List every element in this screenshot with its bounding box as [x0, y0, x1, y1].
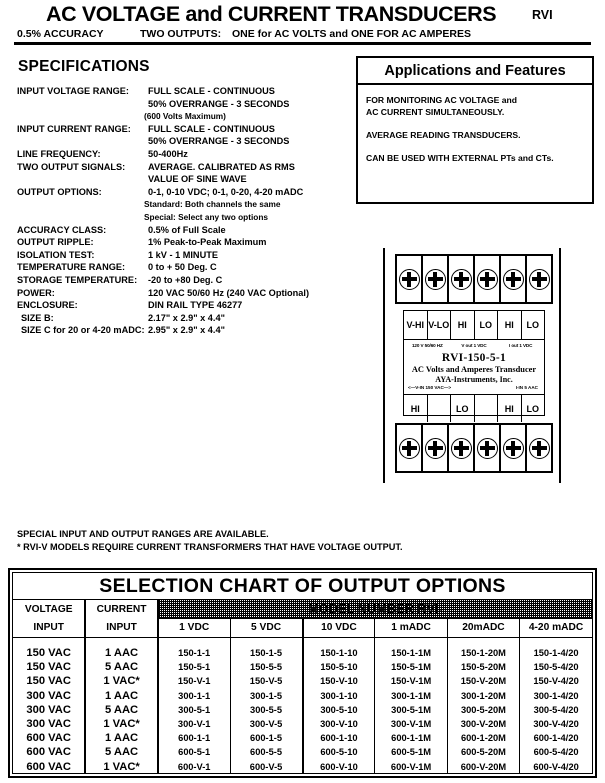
cell-model-number: 150-5-4/20 — [533, 662, 579, 673]
spec-value: 50% OVERRANGE - 3 SECONDS — [148, 98, 290, 109]
selection-chart-title: SELECTION CHART OF OUTPUT OPTIONS — [99, 574, 506, 597]
screw-terminal-icon — [503, 438, 524, 459]
table-row — [13, 646, 592, 660]
table-row — [13, 745, 592, 759]
cell-current-input: 1 AAC — [85, 689, 157, 703]
terminal-label: LO — [526, 320, 539, 330]
spec-value: (600 Volts Maximum) — [144, 111, 226, 122]
spec-row — [17, 225, 347, 238]
terminal-cell — [475, 425, 501, 471]
cell-model-number: 600-5-4/20 — [533, 747, 579, 758]
selection-chart — [8, 568, 597, 778]
terminal-cell — [501, 256, 527, 302]
cell-model-number: 300-1-10 — [303, 689, 375, 703]
page-title: AC VOLTAGE and CURRENT TRANSDUCERS — [46, 2, 497, 26]
header-current-input-sub: INPUT — [85, 618, 157, 637]
applications-box — [356, 56, 594, 204]
notes-section — [17, 528, 403, 554]
header-output-column: 4-20 mADC — [520, 618, 592, 637]
device-label-panel — [403, 310, 545, 416]
screw-terminal-icon — [529, 269, 550, 290]
cell-model-number: 600-V-10 — [303, 760, 375, 774]
cell-model-number: 600-V-1 — [158, 760, 230, 774]
terminal-label: HI — [498, 395, 522, 422]
header-voltage-input: VOLTAGE — [13, 600, 85, 618]
terminal-cell — [501, 425, 527, 471]
cell-model-number: 600-5-10 — [303, 745, 375, 759]
screw-terminal-icon — [451, 438, 472, 459]
applications-spacer — [366, 141, 592, 152]
table-row — [13, 703, 592, 717]
spec-label: ENCLOSURE: — [17, 300, 78, 311]
cell-model-number: 150-1-1M — [375, 646, 447, 660]
spec-label: TEMPERATURE RANGE: — [17, 262, 126, 273]
cell-model-number: 150-V-10 — [303, 674, 375, 688]
screw-terminal-icon — [399, 269, 420, 290]
screw-terminal-icon — [503, 269, 524, 290]
spec-value: 2.17" x 2.9" x 4.4" — [148, 312, 225, 323]
terminal-cell — [423, 256, 449, 302]
applications-body — [358, 85, 592, 164]
table-row — [13, 660, 592, 674]
outputs-description: ONE for AC VOLTS and ONE FOR AC AMPERES — [232, 28, 471, 40]
table-row — [13, 689, 592, 703]
applications-line: AC CURRENT SIMULTANEOUSLY. — [366, 107, 505, 117]
terminal-cell — [397, 425, 423, 471]
screw-terminal-icon — [477, 269, 498, 290]
cell-model-number: 150-5-1M — [375, 660, 447, 674]
cell-model-number: 300-V-1M — [375, 717, 447, 731]
cell-voltage-input: 150 VAC — [13, 674, 85, 688]
cell-model-number: 150-V-1M — [375, 674, 447, 688]
applications-header — [358, 58, 592, 85]
cell-model-number: 600-V-5 — [230, 760, 302, 774]
cell-model-number: 600-1-4/20 — [533, 733, 579, 744]
current-input-annotation: I-IN 5 AAC — [515, 385, 538, 390]
spec-label: ISOLATION TEST: — [17, 249, 95, 260]
header-divider — [14, 42, 591, 45]
cell-model-number: 600-V-20M — [447, 760, 519, 774]
spec-row — [17, 250, 347, 263]
product-code: RVI — [532, 8, 553, 22]
terminal-label — [475, 395, 499, 422]
terminal-label: LO — [475, 311, 499, 339]
terminal-label: HI — [404, 395, 428, 422]
input-range-annotations — [404, 385, 544, 395]
spec-row — [17, 237, 347, 250]
applications-line: AVERAGE READING TRANSDUCERS. — [366, 130, 521, 140]
terminal-cell — [423, 425, 449, 471]
top-terminal-labels — [404, 311, 544, 339]
cell-model-number: 150-1-1 — [158, 646, 230, 660]
device-company-name: AYA-Instruments, Inc. — [435, 375, 513, 384]
table-separator-cell — [447, 637, 519, 646]
cell-current-input: 1 AAC — [85, 646, 157, 660]
cell-model-number: 300-1-20M — [447, 689, 519, 703]
terminal-label: HI — [451, 311, 475, 339]
table-row — [13, 731, 592, 745]
cell-current-input: 5 AAC — [85, 703, 157, 717]
spec-row — [17, 124, 347, 137]
cell-model-number: 300-1-5 — [230, 689, 302, 703]
cell-model-number: 600-5-1 — [158, 745, 230, 759]
spec-row — [17, 149, 347, 162]
screw-terminal-icon — [425, 438, 446, 459]
cell-model-number: 150-1-4/20 — [533, 648, 579, 659]
table-separator-cell — [520, 637, 592, 646]
header-output-column: 5 VDC — [230, 618, 302, 637]
cell-model-number: 600-1-1M — [375, 731, 447, 745]
screw-terminal-icon — [425, 269, 446, 290]
spec-value: 0 to + 50 Deg. C — [148, 262, 217, 273]
cell-model-number: 600-5-5 — [230, 745, 302, 759]
terminal-sub-label: I out 1 VDC — [508, 342, 533, 348]
table-header-row-2 — [13, 618, 592, 637]
cell-model-number: 600-5-1M — [375, 745, 447, 759]
spec-label: ACCURACY CLASS: — [17, 224, 107, 235]
spec-value: 0-1, 0-10 VDC; 0-1, 0-20, 4-20 mADC — [148, 186, 304, 197]
spec-value: AVERAGE. CALIBRATED AS RMS — [148, 161, 295, 172]
cell-model-number: 300-1-1 — [158, 689, 230, 703]
table-header-row-1 — [13, 600, 592, 618]
spec-row — [17, 86, 347, 99]
bottom-terminal-labels — [404, 395, 544, 422]
terminal-label — [428, 395, 452, 422]
top-terminal-block — [395, 254, 553, 304]
terminal-label: V-LO — [428, 311, 452, 339]
selection-chart-table — [13, 600, 592, 774]
terminal-cell — [449, 256, 475, 302]
cell-model-number: 600-5-20M — [447, 745, 519, 759]
spec-label: INPUT VOLTAGE RANGE: — [17, 86, 129, 96]
screw-terminal-icon — [399, 438, 420, 459]
accuracy-label: 0.5% ACCURACY — [17, 28, 104, 40]
screw-terminal-icon — [451, 269, 472, 290]
cell-model-number: 600-V-4/20 — [533, 761, 579, 772]
cell-model-number: 600-1-10 — [303, 731, 375, 745]
cell-current-input: 5 AAC — [85, 660, 157, 674]
spec-value: 120 VAC 50/60 Hz (240 VAC Optional) — [148, 287, 309, 298]
terminal-sub-label: V out 1 VDC — [461, 342, 487, 348]
spec-value: 0.5% of Full Scale — [148, 224, 226, 235]
header-model-number — [158, 600, 592, 618]
terminal-cell — [527, 425, 551, 471]
cell-model-number: 150-1-5 — [230, 646, 302, 660]
cell-model-number: 150-V-5 — [230, 674, 302, 688]
cell-model-number: 150-1-20M — [447, 646, 519, 660]
cell-model-number: 300-5-20M — [447, 703, 519, 717]
cell-voltage-input: 300 VAC — [13, 689, 85, 703]
specifications-heading: SPECIFICATIONS — [18, 58, 150, 75]
cell-model-number: 150-5-5 — [230, 660, 302, 674]
terminal-sub-labels — [404, 339, 544, 350]
header-voltage-input-sub: INPUT — [13, 618, 85, 637]
cell-model-number: 300-V-5 — [230, 717, 302, 731]
terminal-cell — [527, 256, 551, 302]
cell-model-number: 300-V-10 — [303, 717, 375, 731]
cell-current-input: 1 VAC* — [85, 674, 157, 688]
table-separator-cell — [158, 637, 230, 646]
cell-voltage-input: 600 VAC — [13, 745, 85, 759]
spec-label: SIZE C for 20 or 4-20 mADC: — [21, 325, 145, 336]
cell-model-number: 300-V-4/20 — [533, 719, 579, 730]
screw-terminal-icon — [477, 438, 498, 459]
cell-model-number: 150-5-1 — [158, 660, 230, 674]
spec-row — [17, 300, 347, 313]
table-head — [13, 600, 592, 637]
spec-label: STORAGE TEMPERATURE: — [17, 274, 138, 285]
applications-title: Applications and Features — [384, 62, 566, 79]
spec-row — [17, 325, 347, 338]
spec-row — [17, 275, 347, 288]
cell-voltage-input: 600 VAC — [13, 760, 85, 774]
cell-model-number: 300-5-10 — [303, 703, 375, 717]
spec-value: FULL SCALE - CONTINUOUS — [148, 86, 275, 96]
applications-spacer — [366, 118, 592, 129]
terminal-cell — [449, 425, 475, 471]
header-current-input: CURRENT — [85, 600, 157, 618]
note-line: SPECIAL INPUT AND OUTPUT RANGES ARE AVAILABLE. — [17, 529, 269, 539]
cell-model-number: 150-V-1 — [158, 674, 230, 688]
terminal-cell — [475, 256, 501, 302]
applications-line: CAN BE USED WITH EXTERNAL PTs and CTs. — [366, 153, 554, 163]
cell-current-input: 5 AAC — [85, 745, 157, 759]
applications-line: FOR MONITORING AC VOLTAGE and — [366, 95, 518, 105]
terminal-cell — [397, 256, 423, 302]
spec-label: TWO OUTPUT SIGNALS: — [17, 161, 126, 172]
voltage-input-annotation: <—V-IN 150 VAC—> — [408, 385, 452, 390]
cell-voltage-input: 150 VAC — [13, 660, 85, 674]
terminal-label: LO — [451, 395, 475, 422]
table-separator-cell — [230, 637, 302, 646]
spec-value: DIN RAIL TYPE 46277 — [148, 300, 243, 311]
transducer-diagram — [383, 248, 561, 483]
header-model-number-text: MODEL NUMBER RVI- — [308, 601, 443, 617]
header-output-column: 20mADC — [447, 618, 519, 637]
spec-row — [17, 99, 347, 112]
table-row — [13, 760, 592, 774]
spec-value: 1% Peak-to-Peak Maximum — [148, 237, 267, 248]
table-separator-cell — [375, 637, 447, 646]
spec-label: SIZE B: — [21, 312, 54, 323]
outputs-label: TWO OUTPUTS: — [140, 28, 222, 40]
screw-terminal-icon — [529, 438, 550, 459]
spec-label: OUTPUT OPTIONS: — [17, 186, 102, 197]
spec-value: 50% OVERRANGE - 3 SECONDS — [148, 136, 290, 147]
spec-value: Standard: Both channels the same — [144, 199, 281, 210]
spec-row — [17, 288, 347, 301]
spec-value: VALUE OF SINE WAVE — [148, 174, 247, 185]
cell-model-number: 300-1-1M — [375, 689, 447, 703]
table-body — [13, 637, 592, 774]
device-description: AC Volts and Amperes Transducer — [411, 365, 537, 374]
table-separator-cell — [85, 637, 157, 646]
cell-model-number: 600-1-1 — [158, 731, 230, 745]
spec-row — [17, 212, 347, 225]
spec-row — [17, 199, 347, 212]
cell-model-number: 300-5-5 — [230, 703, 302, 717]
cell-current-input: 1 VAC* — [85, 760, 157, 774]
table-separator-cell — [303, 637, 375, 646]
cell-model-number: 300-5-4/20 — [533, 704, 579, 715]
table-row — [13, 674, 592, 688]
specifications-list — [17, 86, 347, 338]
cell-model-number: 600-1-20M — [447, 731, 519, 745]
cell-voltage-input: 300 VAC — [13, 717, 85, 731]
spec-row — [17, 262, 347, 275]
spec-row — [17, 313, 347, 326]
cell-model-number: 150-V-4/20 — [533, 676, 579, 687]
cell-model-number: 150-5-10 — [303, 660, 375, 674]
cell-model-number: 600-V-1M — [375, 760, 447, 774]
selection-chart-inner — [12, 572, 593, 774]
spec-label: INPUT CURRENT RANGE: — [17, 123, 131, 134]
cell-model-number: 300-V-1 — [158, 717, 230, 731]
spec-row — [17, 162, 347, 175]
spec-row — [17, 136, 347, 149]
header-output-column: 1 VDC — [158, 618, 230, 637]
spec-label: POWER: — [17, 287, 55, 298]
page-header — [0, 0, 605, 50]
header-output-column: 1 mADC — [375, 618, 447, 637]
spec-value: 1 kV - 1 MINUTE — [148, 249, 218, 260]
table-separator-row — [13, 637, 592, 646]
note-line: * RVI-V MODELS REQUIRE CURRENT TRANSFORMERS THAT HAVE VOLTAGE OUTPUT. — [17, 542, 403, 552]
spec-row — [17, 174, 347, 187]
cell-model-number: 150-5-20M — [447, 660, 519, 674]
device-model-number: RVI-150-5-1 — [441, 352, 507, 364]
cell-model-number: 150-V-20M — [447, 674, 519, 688]
table-row — [13, 717, 592, 731]
spec-row — [17, 111, 347, 124]
cell-voltage-input: 600 VAC — [13, 731, 85, 745]
cell-voltage-input: 300 VAC — [13, 703, 85, 717]
table-separator-cell — [13, 637, 85, 646]
cell-model-number: 300-5-1 — [158, 703, 230, 717]
cell-voltage-input: 150 VAC — [13, 646, 85, 660]
spec-value: 2.95" x 2.9" x 4.4" — [148, 325, 225, 336]
cell-model-number: 300-5-1M — [375, 703, 447, 717]
cell-model-number: 600-1-5 — [230, 731, 302, 745]
terminal-label: HI — [498, 311, 522, 339]
bottom-terminal-block — [395, 423, 553, 473]
spec-label: OUTPUT RIPPLE: — [17, 237, 94, 248]
terminal-sub-label: 120 V 50/60 HZ — [411, 342, 443, 348]
spec-value: Special: Select any two options — [144, 211, 269, 222]
terminal-label: LO — [526, 403, 539, 414]
header-output-column: 10 VDC — [303, 618, 375, 637]
spec-row — [17, 187, 347, 200]
cell-current-input: 1 AAC — [85, 731, 157, 745]
cell-model-number: 150-1-10 — [303, 646, 375, 660]
spec-value: -20 to +80 Deg. C — [148, 274, 223, 285]
spec-value: FULL SCALE - CONTINUOUS — [148, 123, 275, 134]
spec-label: LINE FREQUENCY: — [17, 148, 101, 159]
cell-model-number: 300-1-4/20 — [533, 690, 579, 701]
cell-current-input: 1 VAC* — [85, 717, 157, 731]
cell-model-number: 300-V-20M — [447, 717, 519, 731]
spec-value: 50-400Hz — [148, 148, 188, 159]
terminal-label: V-HI — [404, 311, 428, 339]
selection-chart-header — [13, 573, 592, 600]
